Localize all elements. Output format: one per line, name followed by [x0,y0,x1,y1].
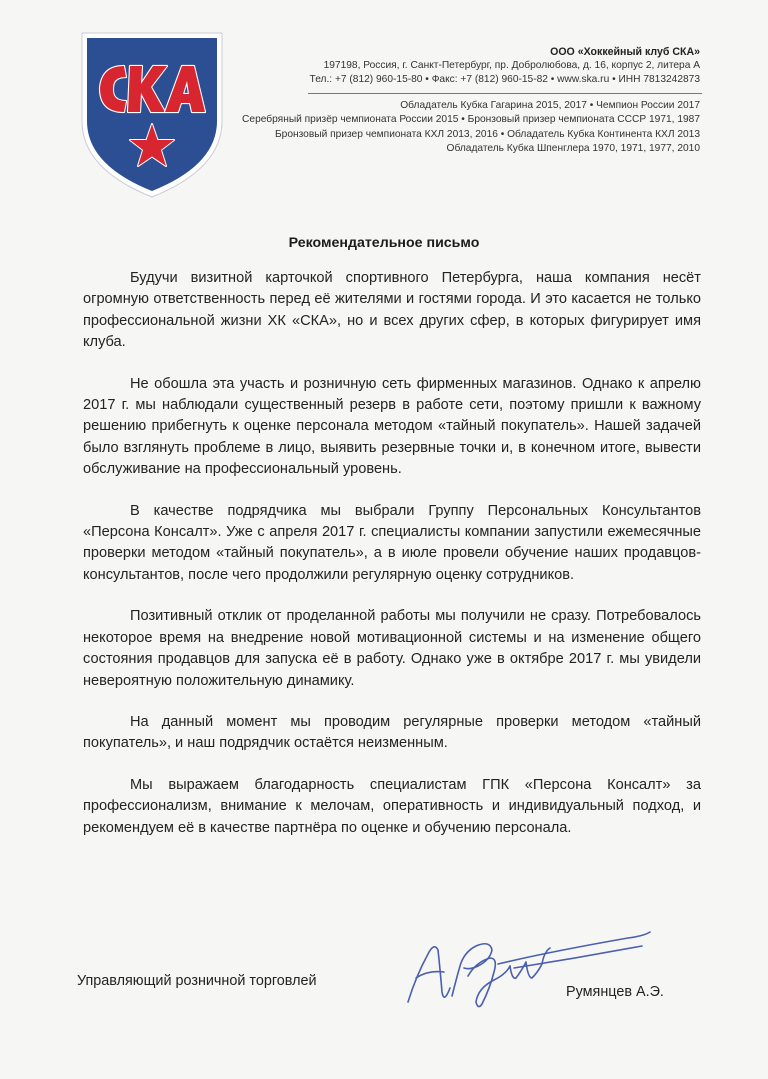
letter-paragraph: В качестве подрядчика мы выбрали Группу Персональных Консультантов «Персона Консалт». Уже с апреля 2017 г. специалисты компании запустили ежемесячные проверки методом «тайный покупатель», а в июле провели обучение наших продавцов-консультантов, после чего продолжили регулярную оценку сотрудников. [83,502,701,583]
company-name: ООО «Хоккейный клуб СКА» [550,46,700,58]
ska-logo [78,29,226,201]
awards-list [242,99,700,156]
letter-paragraph: Не обошла эта участь и розничную сеть фирменных магазинов. Однако к апрелю 2017 г. мы наблюдали существенный резерв в работе сети, поэтому пришли к важному решению прибегнуть к оценке персонала методом «тайный покупатель». Нашей задачей было взглянуть проблеме в лицо, выявить резервные точки и, в конечном итоге, вывести обслуживание на профессиональный уровень. [83,375,701,478]
company-contacts: Тел.: +7 (812) 960-15-80 • Факс: +7 (812) 960-15-82 • www.ska.ru • ИНН 7813242873 [309,74,700,85]
award-line: Обладатель Кубка Шпенглера 1970, 1971, 1977, 2010 [446,142,700,154]
letter-body [83,268,701,839]
letter-paragraph: На данный момент мы проводим регулярные проверки методом «тайный покупатель», и наш подрядчик остаётся неизменным. [83,713,701,752]
award-line: Бронзовый призер чемпионата КХЛ 2013, 2016 • Обладатель Кубка Континента КХЛ 2013 [274,128,700,140]
signer-name: Румянцев А.Э. [566,984,664,1000]
company-header [310,45,700,87]
letter-paragraph: Позитивный отклик от проделанной работы мы получили не сразу. Потребовалось некоторое время на внедрение новой мотивационной системы и на изменение общего состояния продавцов для запуска её в работу. Однако уже в октябре 2017 г. мы увидели невероятную положительную динамику. [83,608,701,689]
signer-position: Управляющий розничной торговлей [77,973,317,989]
letter-paragraph: Мы выражаем благодарность специалистам ГПК «Персона Консалт» за профессионализм, внимание к мелочам, оперативность и индивидуальный подход, и рекомендуем её в качестве партнёра по оценке и обучению персонала. [83,776,701,836]
letter-title: Рекомендательное письмо [288,235,480,251]
letter-paragraph: Будучи визитной карточкой спортивного Петербурга, наша компания несёт огромную ответственность перед её жителями и гостями города. И это касается не только профессиональной жизни ХК «СКА», но и всех других сфер, в которых фигурирует имя клуба. [83,270,701,351]
company-address: 197198, Россия, г. Санкт-Петербург, пр. Добролюбова, д. 16, корпус 2, литера А [323,60,700,71]
award-line: Обладатель Кубка Гагарина 2015, 2017 • Чемпион России 2017 [400,100,700,111]
header-divider [308,93,702,94]
award-line: Серебряный призёр чемпионата России 2015 • Бронзовый призер чемпионата СССР 1971, 1987 [242,114,700,126]
